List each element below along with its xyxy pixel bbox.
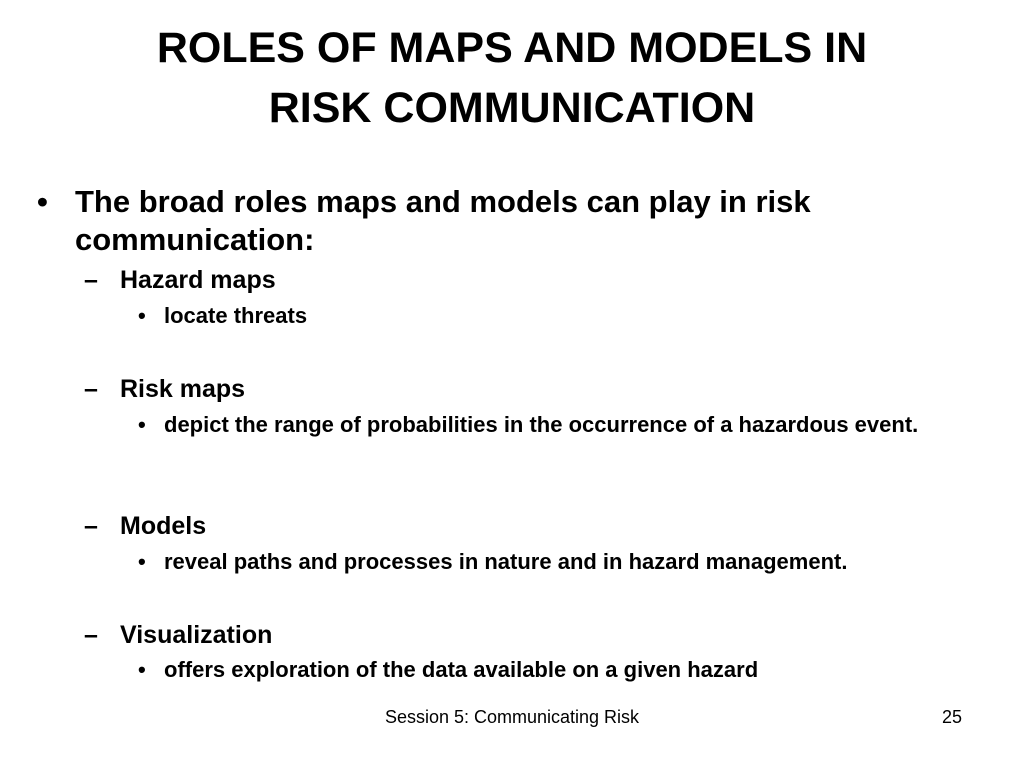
bullet-icon: • (138, 303, 146, 328)
dash-icon: – (84, 375, 98, 403)
detail-text: depict the range of probabilities in the occurrence of a hazardous event. (164, 412, 919, 437)
slide-title-line-2: RISK COMMUNICATION (268, 84, 756, 132)
main-bullet-text: The broad roles maps and models can play in risk communication: (75, 184, 811, 257)
bullet-icon: • (138, 412, 146, 437)
dash-icon: – (84, 266, 98, 294)
slide-title-line-1: ROLES OF MAPS AND MODELS IN (156, 24, 868, 72)
sub-item-label: Models (120, 512, 207, 540)
sub-item-label: Visualization (120, 621, 273, 649)
bullet-icon: • (37, 184, 48, 219)
detail-text: offers exploration of the data available on a given hazard (164, 657, 759, 682)
detail-text: locate threats (164, 303, 308, 328)
sub-item-label: Risk maps (120, 375, 246, 403)
bullet-icon: • (138, 657, 146, 682)
bullet-icon: • (138, 549, 146, 574)
dash-icon: – (84, 621, 98, 649)
dash-icon: – (84, 512, 98, 540)
detail-text: reveal paths and processes in nature and in hazard management. (164, 549, 848, 574)
footer-page-number: 25 (941, 707, 962, 727)
sub-item-label: Hazard maps (120, 266, 276, 294)
footer-session-label: Session 5: Communicating Risk (384, 707, 640, 727)
